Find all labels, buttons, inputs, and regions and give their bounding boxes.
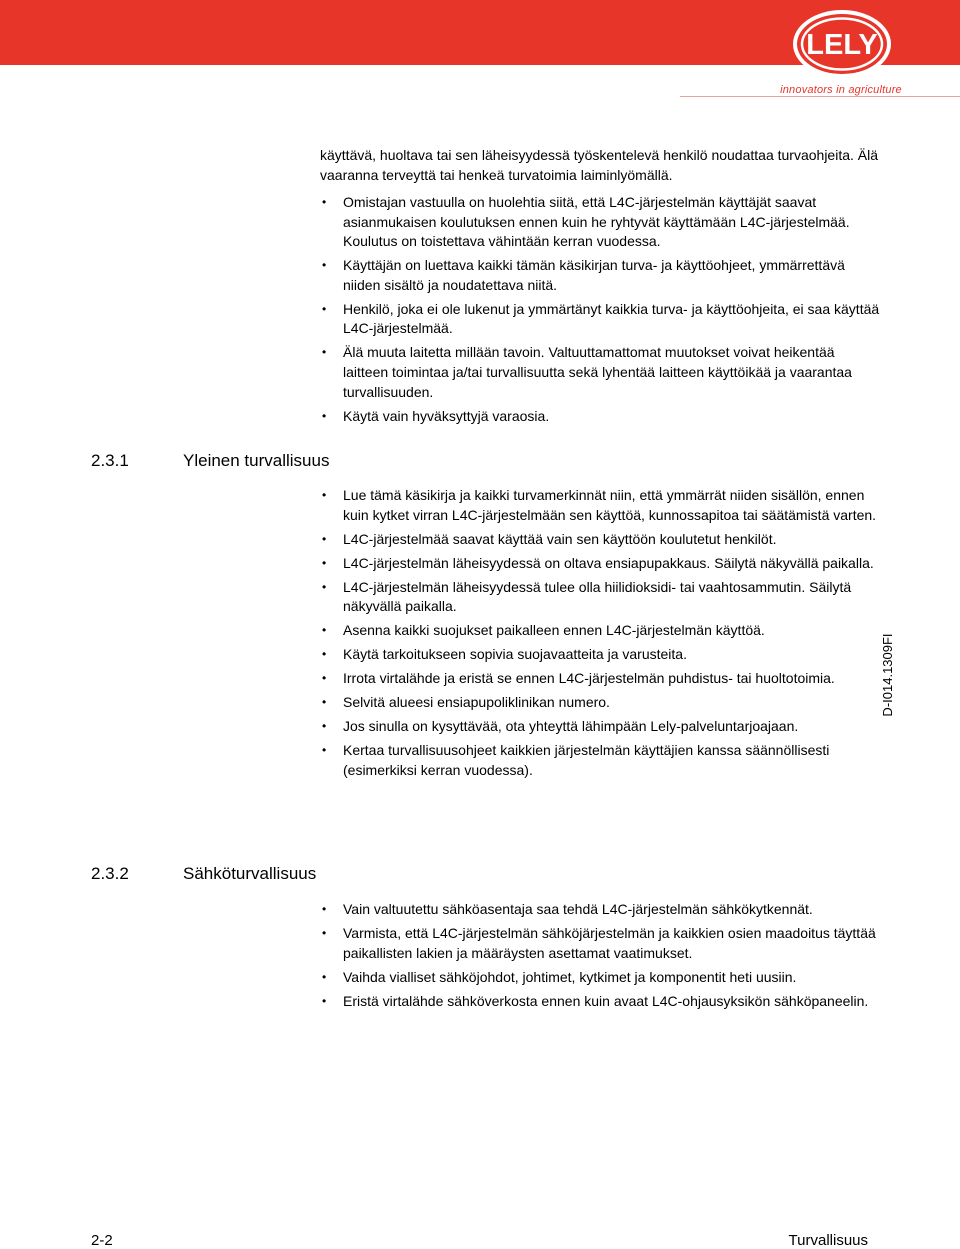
list-item: • Käyttäjän on luettava kaikki tämän käsikirjan turva- ja käyttöohjeet, ymmärrettävä niiden sisältö ja noudatettava niitä. (343, 256, 883, 295)
list-item: • Kertaa turvallisuusohjeet kaikkien järjestelmän käyttäjien kanssa säännöllisesti (esimerkiksi kerran vuodessa). (343, 741, 883, 780)
list-item: • L4C-järjestelmän läheisyydessä on oltava ensiapupakkaus. Säilytä näkyvällä paikalla. (343, 554, 883, 574)
list-item: • Irrota virtalähde ja eristä se ennen L4C-järjestelmän puhdistus- tai huoltotoimia. (343, 669, 883, 689)
list-item: • Jos sinulla on kysyttävää, ota yhteyttä lähimpään Lely-palveluntarjoajaan. (343, 717, 883, 737)
logo-text: LELY (806, 29, 878, 61)
list-item: • Eristä virtalähde sähköverkosta ennen kuin avaat L4C-ohjausyksikön sähköpaneelin. (343, 992, 883, 1012)
page-number: 2-2 (91, 1232, 113, 1249)
list-item: • Henkilö, joka ei ole lukenut ja ymmärtänyt kaikkia turva- ja käyttöohjeita, ei saa käyttää L4C-järjestelmää. (343, 300, 883, 339)
list-item: • Varmista, että L4C-järjestelmän sähköjärjestelmän ja kaikkien osien maadoitus täyttää paikallisten lakien ja määräysten asettamat vaatimukset. (343, 924, 883, 963)
intro-paragraph (320, 146, 880, 185)
intro-text: käyttävä, huoltava tai sen läheisyydessä työskentelevä henkilö noudattaa turvaohjeita. Älä vaaranna terveyttä tai henkeä turvatoimia laiminlyömällä. (320, 147, 879, 183)
document-code: D-I014.1309FI (880, 633, 895, 717)
chapter-name: Turvallisuus (788, 1232, 868, 1249)
section-number: 2.3.1 (91, 451, 129, 470)
list-item: • Käytä vain hyväksyttyjä varaosia. (343, 407, 883, 427)
list-item: • Käytä tarkoitukseen sopivia suojavaatteita ja varusteita. (343, 645, 883, 665)
list-item: • L4C-järjestelmää saavat käyttää vain sen käyttöön koulutetut henkilöt. (343, 530, 883, 550)
tagline: innovators in agriculture (780, 84, 902, 96)
bullet-list-electrical-safety (343, 900, 883, 1016)
list-item: • Lue tämä käsikirja ja kaikki turvamerkinnät niin, että ymmärrät niiden sisällön, ennen kuin kytket virran L4C-järjestelmään sen käyttöä, kunnossapitoa tai säätämistä varten. (343, 486, 883, 525)
section-heading-electrical-safety (91, 864, 316, 884)
section-title: Sähköturvallisuus (183, 864, 317, 883)
list-item: • Vaihda vialliset sähköjohdot, johtimet, kytkimet ja komponentit heti uusiin. (343, 968, 883, 988)
list-item: • Selvitä alueesi ensiapupoliklinikan numero. (343, 693, 883, 713)
list-item: • Älä muuta laitetta millään tavoin. Valtuuttamattomat muutokset voivat heikentää laitteen toimintaa ja/tai turvallisuutta sekä lyhentää laitteen käyttöikää ja vaarantaa turvallisuuden. (343, 343, 883, 402)
list-item: • Asenna kaikki suojukset paikalleen ennen L4C-järjestelmän käyttöä. (343, 621, 883, 641)
lely-logo (790, 8, 894, 84)
section-number: 2.3.2 (91, 864, 129, 883)
section-heading-general-safety (91, 451, 329, 471)
list-item: • Omistajan vastuulla on huolehtia siitä, että L4C-järjestelmän käyttäjät saavat asianmukaisen koulutuksen ennen kuin he ryhtyvät käyttämään L4C-järjestelmää. Koulutus on toistettava vähintään kerran vuodessa. (343, 193, 883, 252)
bullet-list-general-safety (343, 486, 883, 785)
bullet-list-top (343, 193, 883, 430)
tagline-rule (680, 96, 960, 97)
list-item: • Vain valtuutettu sähköasentaja saa tehdä L4C-järjestelmän sähkökytkennät. (343, 900, 883, 920)
section-title: Yleinen turvallisuus (183, 451, 330, 470)
list-item: • L4C-järjestelmän läheisyydessä tulee olla hiilidioksidi- tai vaahtosammutin. Säilytä näkyvällä paikalla. (343, 578, 883, 617)
